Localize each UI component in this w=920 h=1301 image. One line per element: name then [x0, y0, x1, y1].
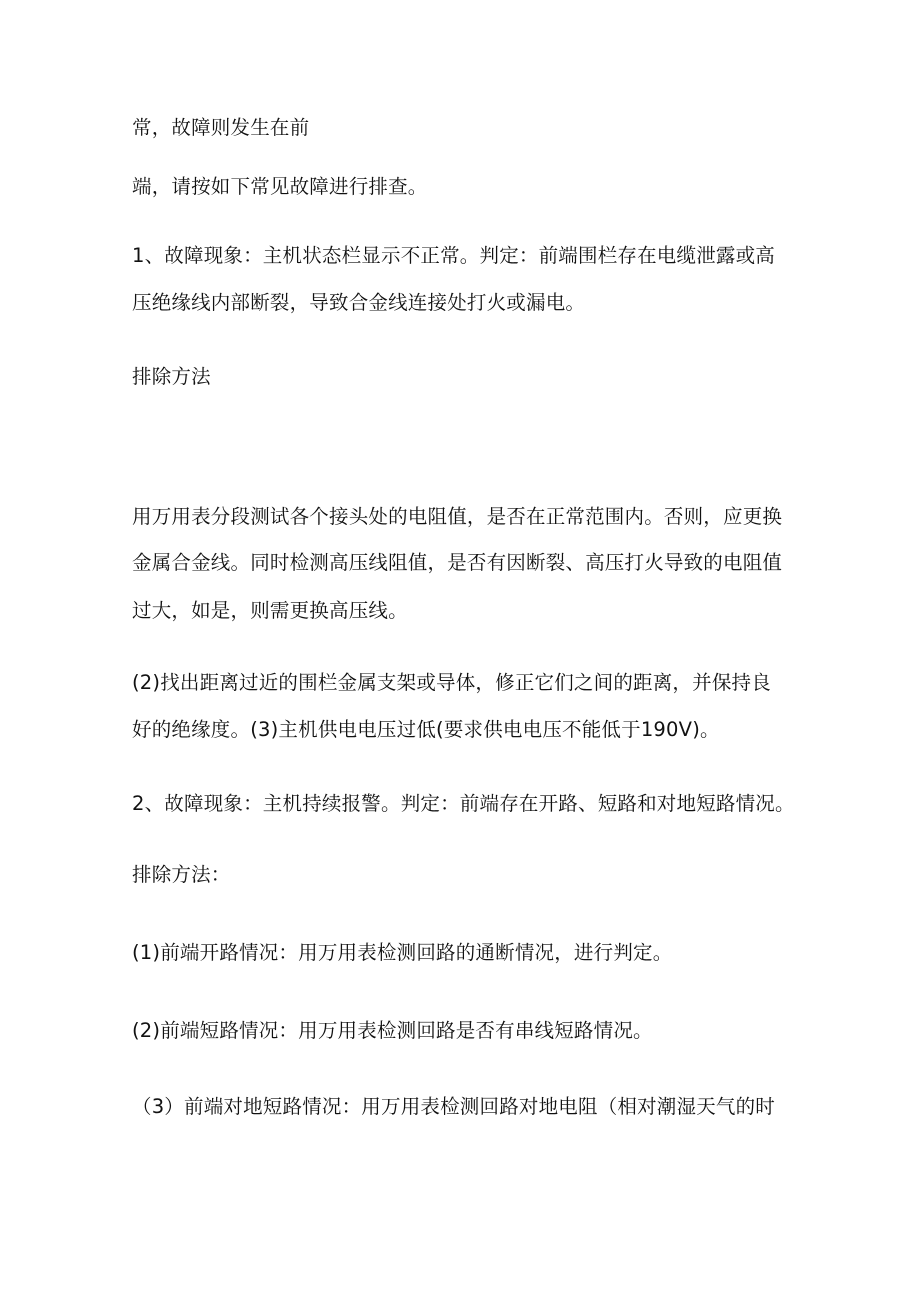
- text-line: (2)找出距离过近的围栏金属支架或导体，修正它们之间的距离，并保持良: [132, 671, 771, 694]
- text-line: 压绝缘线内部断裂，导致合金线连接处打火或漏电。: [132, 291, 586, 314]
- section-heading: 排除方法：: [132, 863, 231, 886]
- text-line: 端，请按如下常见故障进行排查。: [132, 175, 428, 198]
- section-heading: 排除方法: [132, 365, 211, 388]
- text-line: 1、故障现象：主机状态栏显示不正常。判定：前端围栏存在电缆泄露或高: [132, 244, 776, 267]
- text-line: 过大，如是，则需更换高压线。: [132, 599, 408, 622]
- text-line: （3）前端对地短路情况：用万用表检测回路对地电阻（相对潮湿天气的时: [132, 1095, 776, 1118]
- text-line: 常，故障则发生在前: [132, 116, 310, 139]
- text-line: (2)前端短路情况：用万用表检测回路是否有串线短路情况。: [132, 1019, 653, 1042]
- text-line: 金属合金线。同时检测高压线阻值，是否有因断裂、高压打火导致的电阻值: [132, 551, 783, 574]
- text-line: 2、故障现象：主机持续报警。判定：前端存在开路、短路和对地短路情况。: [132, 792, 795, 815]
- text-line: 好的绝缘度。(3)主机供电电压过低(要求供电电压不能低于190V)。: [132, 718, 720, 741]
- text-line: (1)前端开路情况：用万用表检测回路的通断情况，进行判定。: [132, 941, 673, 964]
- text-line: 用万用表分段测试各个接头处的电阻值，是否在正常范围内。否则，应更换: [132, 505, 783, 528]
